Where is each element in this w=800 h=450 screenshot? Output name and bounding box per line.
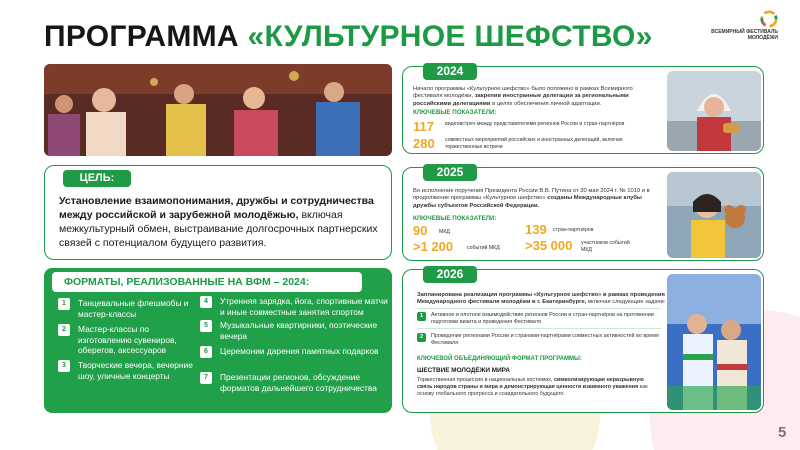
stat-value: 90 [413,223,428,238]
page-title: ПРОГРАММА «КУЛЬТУРНОЕ ШЕФСТВО» [44,20,653,53]
y2025-intro: Во исполнение поручения Президента России В.В. Путина от 30 мая 2024 г. № 1019 и в продолжение программы «Культурное шефство» созданы Международные клубы дружбы субъектов Российской Федерации. [413,188,650,209]
goal-text: Установление взаимопонимания, дружбы и сотрудничества между российской и зарубежной молодёжью, включая межкультурный обмен, выстраивание долгосрочных партнерских связей с потенциалом будущего развития. [59,195,378,249]
year-tag: 2026 [423,266,477,283]
format-item: 7 Презентации регионов, обсуждение форматов дальнейшего сотрудничества [200,372,390,393]
girl-with-toys-photo [667,172,761,258]
stat-desc: МКД [439,229,450,235]
goal-tag: ЦЕЛЬ: [63,170,131,187]
festival-logo [708,8,780,52]
year-2026-card [402,269,764,413]
format-item: 6 Церемонии дарения памятных подарков [200,346,390,358]
formats-card [44,268,392,413]
key-format-name: ШЕСТВИЕ МОЛОДЁЖИ МИРА [417,367,510,374]
key-format-desc: Торжественная процессия в национальных костюмах, символизирующая неразрывную связь народов страны и мира и демонстрирующая ценности взаимного уважения как основу глобального прогресса и созидательного будущего. [417,377,648,397]
stat-value: 117 [413,119,434,134]
year-tag: 2024 [423,63,477,80]
logo-text: ВСЕМИРНЫЙ ФЕСТИВАЛЬ МОЛОДЁЖИ [711,29,778,41]
year-2025-card [402,167,764,261]
key-indicators-label: КЛЮЧЕВЫЕ ПОКАЗАТЕЛИ: [413,215,497,222]
stat-value: >1 200 [413,239,454,254]
y2026-intro: Запланирована реализация программы «Культурное шефство» в рамках проведения Международного фестиваля молодёжи в г. Екатеринбурге, включая следующие задачи: [417,292,666,306]
stat-desc: событий МКД [467,245,500,251]
festival-photo [44,64,392,156]
year-2024-card [402,66,764,154]
format-item: 3 Творческие вечера, вечерние шоу, уличные концерты [58,360,198,381]
parade-photo [667,274,761,410]
y2024-intro: Начало программы «Культурное шефство» было положено в рамках Всемирного фестиваля молодёжи, закрепив иностранные делегации за региональными российскими делегациями в целях обеспечения личной адаптации. [413,86,633,107]
stat-desc: стран-партнёров [553,227,594,233]
divider [417,308,661,309]
stat-desc: участников событий МКД [581,240,630,253]
format-item: 4 Утренняя зарядка, йога, спортивные матчи и иные совместные занятия спортом [200,296,390,317]
key-format-label: КЛЮЧЕВОЙ ОБЪЕДИНЯЮЩИЙ ФОРМАТ ПРОГРАММЫ: [417,356,582,362]
key-indicators-label: КЛЮЧЕВЫЕ ПОКАЗАТЕЛИ: [413,109,497,116]
goal-card [44,165,392,260]
task-item: 1 Активное и плотное взаимодействие регионов России и стран-партнёров на протяжении подготовки визита и проведения Фестиваля [417,312,663,326]
format-item: 5 Музыкальные квартирники, поэтические вечера [200,320,390,341]
stat-value: >35 000 [525,238,573,253]
festival-logo-icon [760,10,778,28]
stat-value: 280 [413,136,435,151]
formats-title: ФОРМАТЫ, РЕАЛИЗОВАННЫЕ НА ВФМ – 2024: [52,272,362,292]
stat-desc: совместных мероприятий российских и иностранных делегаций, включая торжественные встречи [445,137,623,150]
format-item: 1 Танцевальные флешмобы и мастер-классы [58,298,198,319]
stat-value: 139 [525,222,547,237]
year-tag: 2025 [423,164,477,181]
stat-desc: видеовстреч между представителями регионов России и стран-партнёров [445,121,625,127]
divider [417,328,661,329]
format-item: 2 Мастер-классы по изготовлению сувениров, оберегов, аксессуаров [58,324,198,356]
task-item: 2 Проведение регионами России и странами-партнёрами совместных активностей во время Фестиваля [417,333,663,347]
page-number: 5 [778,424,787,441]
girl-in-costume-photo [667,71,761,151]
